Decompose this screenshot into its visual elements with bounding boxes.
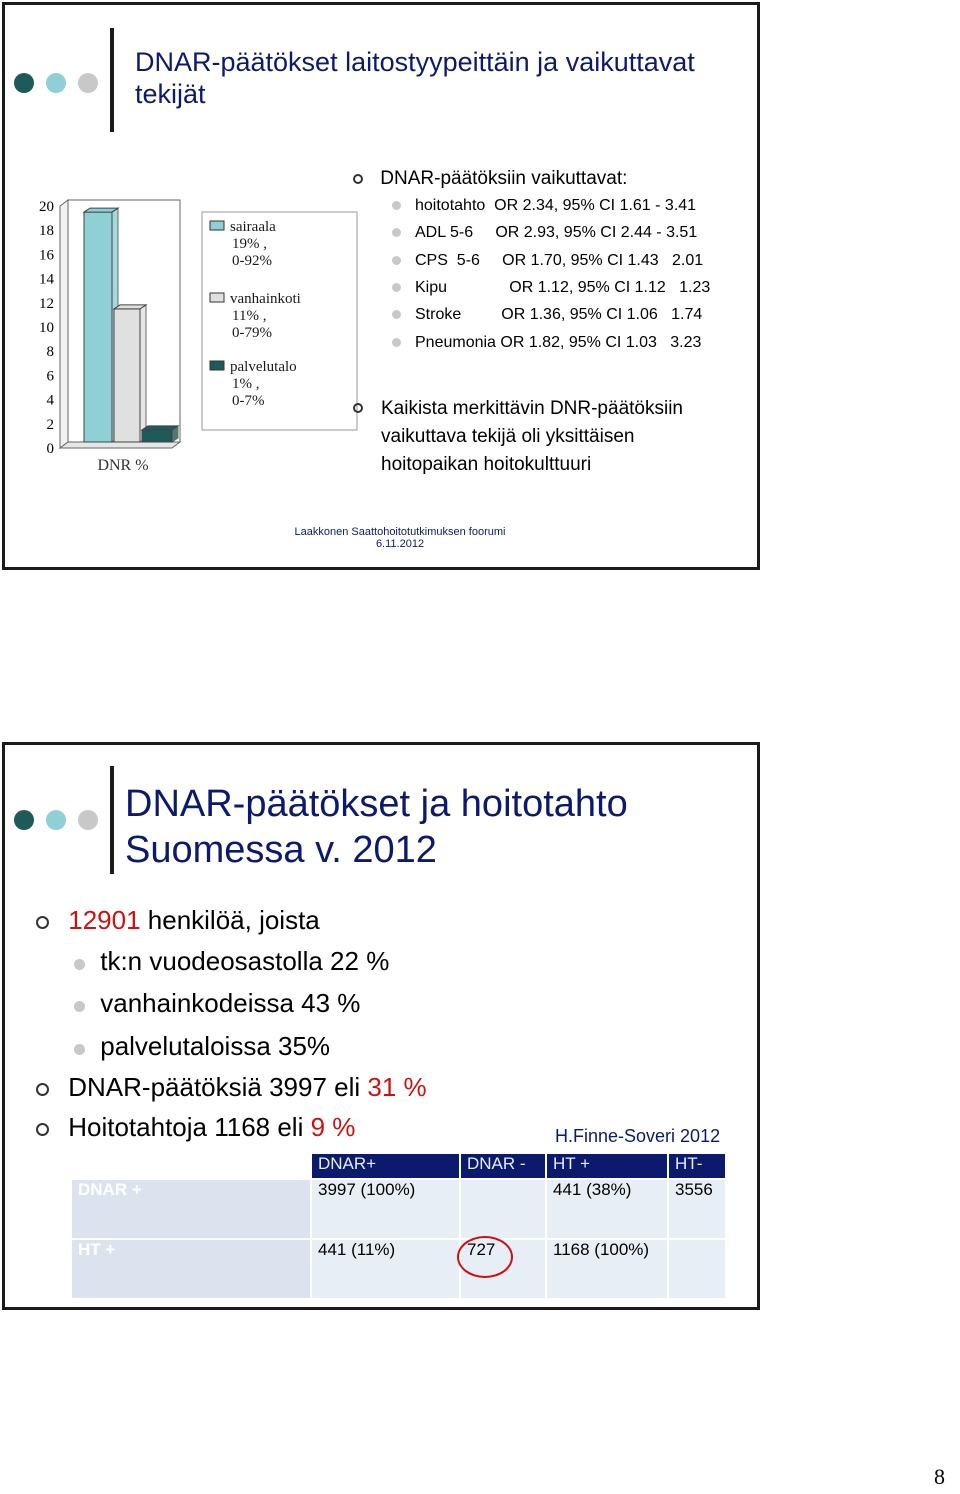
legend-text: 1% , (232, 376, 260, 392)
bar-top-1 (114, 305, 146, 309)
y-tick-label: 10 (39, 320, 54, 336)
dot-bullet-icon (392, 338, 401, 347)
legend-box (202, 212, 357, 430)
table-header-cell: DNAR - (461, 1154, 545, 1178)
legend-text: 0-92% (232, 253, 272, 269)
bullet-dnar: DNAR-päätöksiä 3997 eli 31 % (36, 1072, 427, 1103)
bullet-dot-mid-icon (46, 810, 66, 830)
y-tick-label: 12 (39, 295, 54, 312)
table-cell (461, 1180, 545, 1238)
factor-item: CPS 5-6 OR 1.70, 95% CI 1.43 2.01 (392, 252, 703, 270)
ring-bullet-icon (36, 916, 49, 929)
title-divider (110, 766, 114, 874)
legend-text: vanhainkoti (230, 291, 301, 307)
bar-2 (142, 430, 172, 442)
title-line: DNAR-päätökset ja hoitotahto (125, 783, 628, 825)
legend-swatch-0 (210, 221, 224, 230)
dot-bullet-icon (392, 201, 401, 210)
highlight-circle (457, 1236, 513, 1278)
table-cell (669, 1240, 725, 1298)
legend-text: 11% , (232, 308, 267, 324)
bullet-dot-mid-icon (46, 73, 66, 93)
table-header-cell: DNAR+ (312, 1154, 459, 1178)
conclusion (353, 395, 683, 479)
page-number: 8 (934, 1464, 945, 1489)
dot-bullet-icon (74, 959, 85, 970)
legend-swatch-2 (210, 361, 224, 370)
bar-side-1 (140, 305, 146, 442)
dot-bullet-icon (392, 228, 401, 237)
footer-date: 6.11.2012 (375, 538, 425, 550)
bullet-dot-light-icon (78, 73, 98, 93)
table-header-row (72, 1154, 725, 1178)
y-tick-label: 6 (46, 368, 54, 385)
bar-top-0 (84, 208, 118, 212)
factor-item: Stroke OR 1.36, 95% CI 1.06 1.74 (392, 306, 702, 324)
ring-bullet-icon (353, 174, 363, 184)
ring-bullet-icon (353, 403, 363, 413)
footer-author: Laakkonen Saattohoitotutkimuksen foorumi (294, 526, 506, 538)
factor-item: Kipu OR 1.12, 95% CI 1.12 1.23 (392, 279, 710, 297)
sub-bullet: vanhainkodeissa 43 % (74, 988, 360, 1019)
table-cell: 3997 (100%) (312, 1180, 459, 1238)
conclusion-line: Kaikista merkittävin DNR-päätöksiin (381, 398, 683, 419)
y-tick-label: 4 (46, 392, 54, 409)
conclusion-line: vaikuttava tekijä oli yksittäisen (381, 426, 635, 447)
ring-bullet-icon (36, 1123, 49, 1136)
table-header-cell: HT + (547, 1154, 667, 1178)
dnar-ht-table (70, 1152, 727, 1300)
table-row-header: DNAR + (72, 1180, 310, 1238)
chart-side-wall (60, 200, 68, 448)
factor-item: hoitotahto OR 2.34, 95% CI 1.61 - 3.41 (392, 197, 696, 215)
table-row-header: HT + (72, 1240, 310, 1298)
title-divider (110, 28, 114, 132)
table-row (72, 1240, 725, 1298)
chart-floor (60, 442, 180, 448)
dot-bullet-icon (392, 310, 401, 319)
legend-text: 19% , (232, 236, 267, 252)
y-tick-label: 0 (46, 441, 54, 457)
table-row (72, 1180, 725, 1238)
legend-text: sairaala (230, 219, 276, 235)
dot-bullet-icon (392, 283, 401, 292)
sub-bullet: tk:n vuodeosastolla 22 % (74, 946, 389, 977)
conclusion-line: hoitopaikan hoitokulttuuri (381, 454, 592, 475)
x-category-label: DNR % (97, 457, 149, 474)
y-tick-label: 14 (39, 271, 54, 288)
dot-bullet-icon (392, 256, 401, 265)
legend-swatch-1 (210, 293, 224, 302)
table-cell: 3556 (669, 1180, 725, 1238)
y-tick-label: 20 (39, 199, 54, 215)
factor-item: ADL 5-6 OR 2.93, 95% CI 2.44 - 3.51 (392, 224, 697, 242)
table-cell: 441 (38%) (547, 1180, 667, 1238)
legend-text: palvelutalo (230, 359, 297, 375)
bar-0 (84, 212, 112, 442)
bullet-dot-light-icon (78, 810, 98, 830)
factors-intro: DNAR-päätöksiin vaikuttavat: (353, 168, 627, 190)
dot-bullet-icon (74, 1044, 85, 1055)
ring-bullet-icon (36, 1083, 49, 1096)
y-tick-label: 16 (39, 247, 54, 264)
factor-item: Pneumonia OR 1.82, 95% CI 1.03 3.23 (392, 334, 701, 352)
table-header-cell: HT- (669, 1154, 725, 1178)
legend-text: 0-7% (232, 393, 265, 409)
title-line: Suomessa v. 2012 (125, 828, 437, 871)
bullet-hoitotahto: Hoitotahtoja 1168 eli 9 % (36, 1112, 355, 1143)
bullet-persons: 12901 henkilöä, joista (36, 905, 320, 936)
dot-bullet-icon (74, 1001, 85, 1012)
slide-1-title: DNAR-päätökset laitostyypeittäin ja vaikuttavat tekijät (135, 47, 695, 110)
table-cell: 727 (461, 1240, 545, 1298)
y-tick-label: 8 (46, 344, 54, 361)
y-tick-label: 2 (46, 416, 54, 433)
table-cell: 441 (11%) (312, 1240, 459, 1298)
slide-1-footer (250, 526, 550, 550)
source-citation: H.Finne-Soveri 2012 (555, 1126, 721, 1146)
bar-1 (114, 309, 140, 442)
bullet-dot-dark-icon (14, 73, 34, 93)
legend-text: 0-79% (232, 325, 272, 341)
table-cell: 1168 (100%) (547, 1240, 667, 1298)
dnr-bar-chart (18, 190, 363, 480)
slide-2-title (125, 782, 745, 873)
table-header-cell (72, 1154, 310, 1178)
bullet-dot-dark-icon (14, 810, 34, 830)
sub-bullet: palvelutaloissa 35% (74, 1031, 330, 1062)
y-tick-label: 18 (39, 223, 54, 240)
bar-top-2 (142, 426, 178, 430)
